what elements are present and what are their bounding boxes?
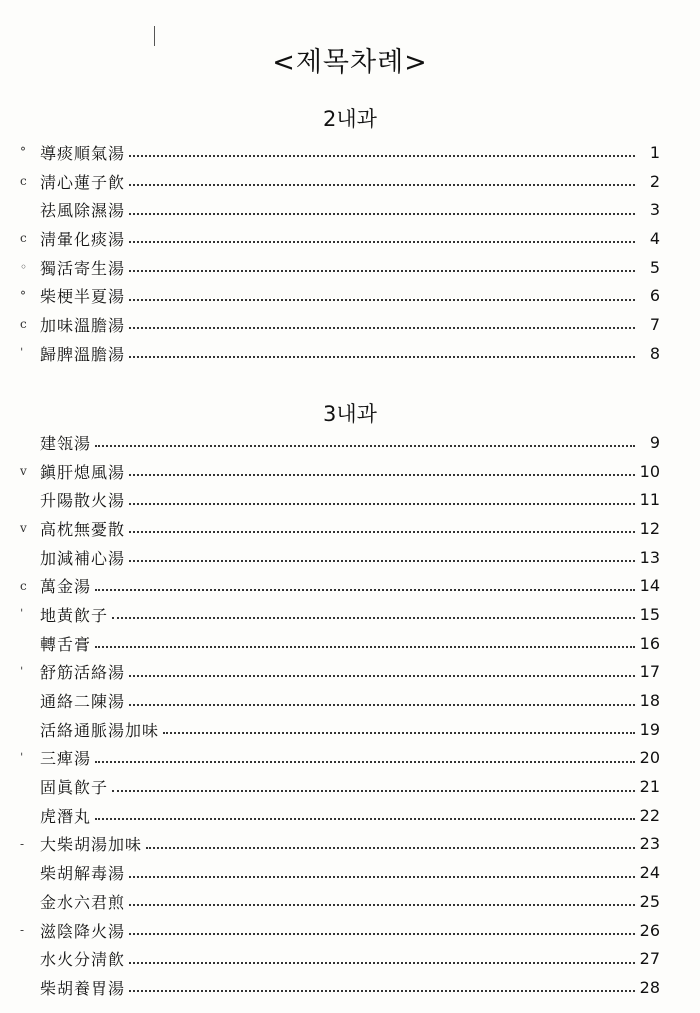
handwritten-mark: v: [20, 521, 27, 536]
toc-entry-title: 大柴胡湯加味: [40, 835, 143, 855]
handwritten-mark: ˈ: [20, 664, 24, 679]
toc-page-number: 26: [639, 920, 660, 940]
toc-entry: [20, 830, 660, 859]
toc-page-number: 8: [649, 343, 660, 363]
toc-page-number: 10: [639, 461, 660, 481]
dot-leader: [129, 155, 635, 157]
toc-entry: [20, 973, 660, 1002]
toc-entry: [20, 167, 660, 196]
toc-page-number: 25: [639, 891, 660, 911]
page-title: <제목차례>: [272, 47, 428, 79]
toc-entry-title: 三痺湯: [40, 749, 92, 769]
dot-leader: [129, 213, 635, 215]
dot-leader: [95, 646, 635, 648]
toc-entry-title: 導痰順氣湯: [40, 143, 126, 163]
toc-entry-title: 鎭肝熄風湯: [40, 462, 126, 482]
toc-page-number: 16: [639, 633, 660, 653]
toc-entry: [20, 686, 660, 715]
dot-leader: [146, 847, 635, 849]
toc-page-number: 17: [639, 662, 660, 682]
handwritten-mark: c: [20, 317, 27, 332]
dot-leader: [129, 704, 635, 706]
toc-entry: [20, 944, 660, 973]
toc-page-number: 15: [639, 604, 660, 624]
handwritten-mark: -: [20, 923, 25, 938]
toc-entry: [20, 744, 660, 773]
toc-entry: [20, 600, 660, 629]
toc-page-number: 24: [639, 863, 660, 883]
handwritten-mark: ˈ: [20, 607, 24, 622]
toc-entry: [20, 543, 660, 572]
toc-entry-title: 祛風除濕湯: [40, 201, 126, 221]
toc-entry-title: 地黃飮子: [40, 605, 109, 625]
toc-page-number: 7: [649, 314, 660, 334]
toc-entry: [20, 629, 660, 658]
toc-entry: [20, 858, 660, 887]
toc-page-number: 19: [639, 719, 660, 739]
toc-entry-title: 柴胡養胃湯: [40, 978, 126, 998]
dot-leader: [129, 904, 635, 906]
toc-entry-title: 活絡通脈湯加味: [40, 720, 160, 740]
dot-leader: [129, 356, 635, 358]
toc-entry: [20, 428, 660, 457]
toc-list-section-3: [20, 428, 660, 1002]
toc-entry-title: 淸心蓮子飮: [40, 172, 126, 192]
dot-leader: [129, 933, 635, 935]
toc-entry-title: 柴梗半夏湯: [40, 287, 126, 307]
dot-leader: [112, 790, 635, 792]
toc-page-number: 22: [639, 805, 660, 825]
section-heading-3: 3내과: [323, 402, 377, 426]
toc-entry: [20, 339, 660, 368]
toc-page-number: 28: [639, 977, 660, 997]
toc-entry: [20, 571, 660, 600]
toc-entry-title: 萬金湯: [40, 577, 92, 597]
toc-entry-title: 通絡二陳湯: [40, 692, 126, 712]
toc-entry-title: 滋陰降火湯: [40, 921, 126, 941]
toc-page-number: 5: [649, 257, 660, 277]
toc-page-number: 11: [639, 490, 660, 510]
toc-entry: [20, 658, 660, 687]
toc-entry-title: 歸脾溫膽湯: [40, 344, 126, 364]
dot-leader: [129, 990, 635, 992]
toc-page-number: 13: [639, 547, 660, 567]
dot-leader: [129, 962, 635, 964]
toc-entry: [20, 224, 660, 253]
toc-entry: [20, 138, 660, 167]
handwritten-mark: v: [20, 464, 27, 479]
toc-page-number: 20: [639, 748, 660, 768]
dot-leader: [129, 184, 635, 186]
toc-page-number: 18: [639, 691, 660, 711]
toc-page-number: 12: [639, 518, 660, 538]
toc-entry: [20, 887, 660, 916]
dot-leader: [95, 818, 635, 820]
dot-leader: [129, 327, 635, 329]
toc-entry: [20, 514, 660, 543]
handwritten-mark: °: [20, 288, 26, 303]
dot-leader: [129, 503, 635, 505]
handwritten-mark: -: [20, 836, 25, 851]
dot-leader: [129, 560, 635, 562]
toc-page-number: 1: [649, 142, 660, 162]
toc-entry: [20, 310, 660, 339]
toc-entry: [20, 281, 660, 310]
section-heading-2: 2내과: [323, 107, 377, 131]
toc-page-number: 14: [639, 576, 660, 596]
toc-page-number: 21: [639, 777, 660, 797]
dot-leader: [129, 675, 635, 677]
handwritten-mark: c: [20, 174, 27, 189]
toc-list-section-2: [20, 138, 660, 368]
toc-entry: [20, 195, 660, 224]
dot-leader: [129, 270, 635, 272]
toc-page-number: 27: [639, 949, 660, 969]
dot-leader: [129, 531, 635, 533]
handwritten-mark: ˈ: [20, 346, 24, 361]
toc-entry-title: 固眞飮子: [40, 778, 109, 798]
handwritten-mark: °: [20, 145, 26, 160]
toc-page-number: 6: [649, 286, 660, 306]
dot-leader: [95, 589, 635, 591]
handwritten-mark: c: [20, 578, 27, 593]
toc-entry: [20, 801, 660, 830]
toc-entry: [20, 916, 660, 945]
toc-entry: [20, 772, 660, 801]
toc-page-number: 2: [649, 171, 660, 191]
dot-leader: [129, 241, 635, 243]
toc-entry-title: 舒筋活絡湯: [40, 663, 126, 683]
toc-page-number: 3: [649, 200, 660, 220]
handwritten-mark: ˈ: [20, 750, 24, 765]
toc-entry-title: 淸暈化痰湯: [40, 229, 126, 249]
toc-entry-title: 建瓴湯: [40, 433, 92, 453]
toc-page-number: 23: [639, 834, 660, 854]
toc-entry: [20, 715, 660, 744]
dot-leader: [95, 761, 635, 763]
dot-leader: [129, 299, 635, 301]
toc-entry: [20, 485, 660, 514]
toc-entry-title: 加味溫膽湯: [40, 315, 126, 335]
toc-entry-title: 水火分淸飮: [40, 950, 126, 970]
toc-entry-title: 柴胡解毒湯: [40, 864, 126, 884]
toc-page-number: 9: [649, 432, 660, 452]
toc-entry: [20, 253, 660, 282]
toc-entry-title: 虎潛丸: [40, 806, 92, 826]
handwritten-mark: ◦: [20, 260, 28, 275]
toc-entry: [20, 457, 660, 486]
toc-entry-title: 轉舌膏: [40, 634, 92, 654]
toc-entry-title: 獨活寄生湯: [40, 258, 126, 278]
dot-leader: [95, 445, 635, 447]
toc-page-number: 4: [649, 228, 660, 248]
toc-entry-title: 升陽散火湯: [40, 491, 126, 511]
toc-entry-title: 加減補心湯: [40, 548, 126, 568]
dot-leader: [129, 876, 635, 878]
dot-leader: [129, 474, 635, 476]
dot-leader: [163, 732, 635, 734]
toc-entry-title: 高枕無憂散: [40, 519, 126, 539]
handwritten-mark: c: [20, 231, 27, 246]
dot-leader: [112, 617, 635, 619]
toc-entry-title: 金水六君煎: [40, 892, 126, 912]
